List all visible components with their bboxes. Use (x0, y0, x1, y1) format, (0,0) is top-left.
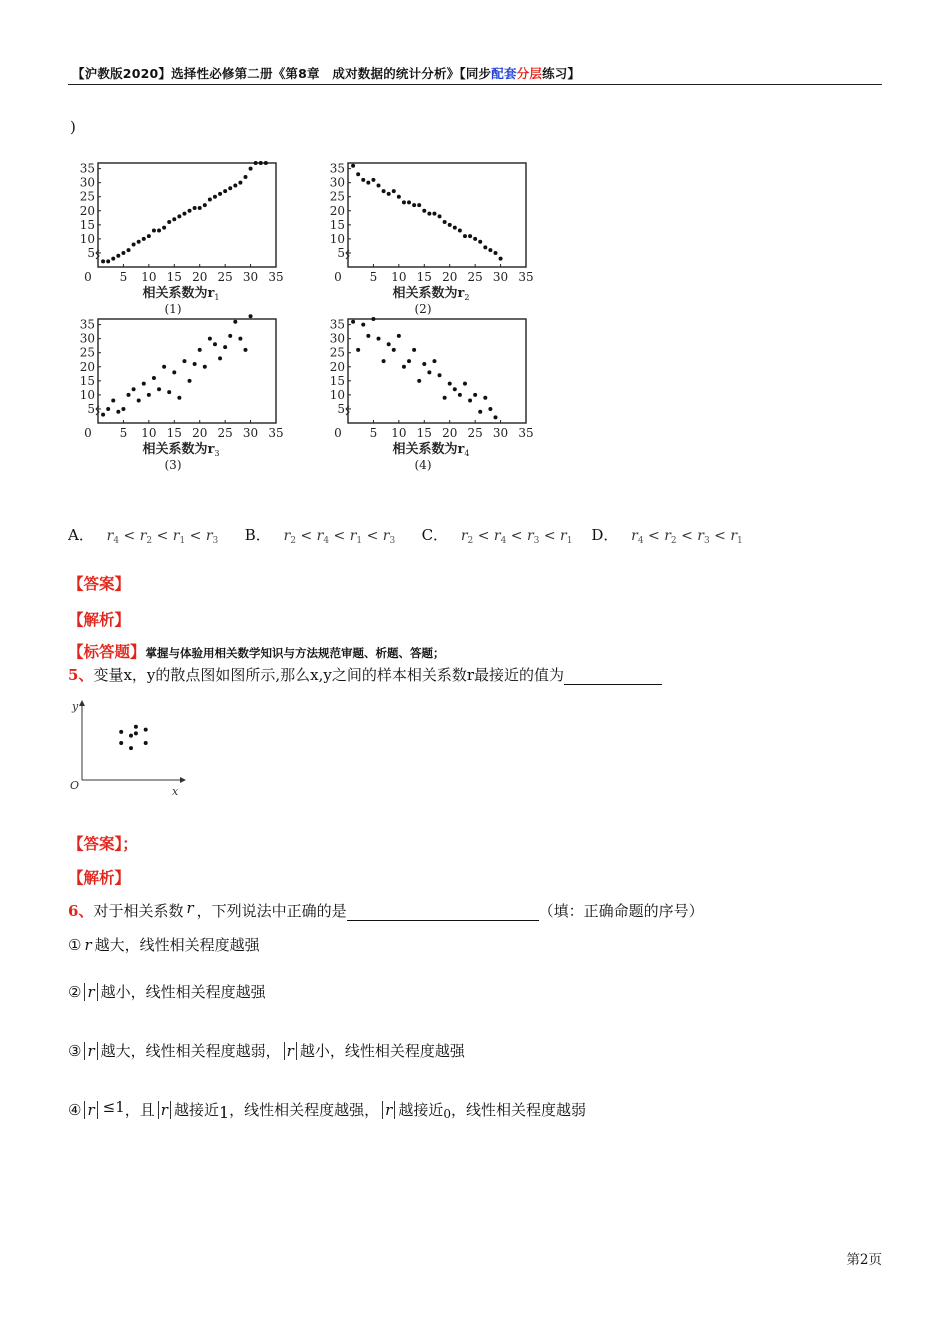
x-tick-label: 25 (217, 270, 233, 284)
data-point (243, 348, 247, 352)
data-point (147, 234, 151, 238)
data-point (438, 214, 442, 218)
y-tick-label: 20 (329, 203, 345, 218)
data-point (162, 365, 166, 369)
data-point (157, 228, 161, 232)
item-abs-r: r (84, 1042, 97, 1060)
data-point (361, 323, 365, 327)
q5-data-point (129, 746, 133, 750)
data-point (407, 200, 411, 204)
data-point (218, 356, 222, 360)
data-point (371, 317, 375, 321)
data-point (203, 365, 207, 369)
q5-data-point (119, 730, 123, 734)
data-point (473, 393, 477, 397)
option-formula: $r_4 < r_2 < r_3 < r_1$ (631, 528, 743, 546)
y-tick-label: 35 (79, 317, 95, 332)
data-point (249, 314, 253, 318)
data-point (488, 248, 492, 252)
x-tick-label: 30 (242, 426, 259, 440)
continuation-paren: ) (70, 118, 76, 136)
scatter-panel-1 (80, 161, 284, 316)
q4-standard-text: 掌握与体验用相关数学知识与方法规范审题、析题、答题； (145, 646, 445, 660)
panel-caption: (3) (164, 458, 182, 472)
q4-analysis-tag: 【解析】 (68, 611, 131, 629)
plot-frame (348, 319, 526, 423)
data-point (377, 337, 381, 341)
y-tick-label: 20 (79, 359, 95, 374)
q6-question (68, 900, 704, 921)
data-point (223, 189, 227, 193)
x-tick-label: 20 (192, 426, 208, 440)
data-point (249, 167, 253, 171)
page-number: 第2页 (846, 1252, 882, 1268)
option-b[interactable] (245, 524, 417, 546)
item-text: 越接近 (398, 1101, 444, 1119)
item-text: 越接近 (173, 1101, 219, 1119)
option-d[interactable] (591, 524, 742, 546)
q5-origin-label: O (70, 779, 80, 792)
q4-standard-tag: 【标答题】 (68, 643, 146, 661)
x-tick-label: 5 (369, 270, 378, 284)
y-tick-label: 30 (329, 331, 345, 346)
data-point (427, 212, 431, 216)
data-point (264, 161, 268, 165)
data-point (412, 348, 416, 352)
data-point (366, 181, 370, 185)
y-tick-label: 35 (329, 161, 345, 176)
item-text: 越大，线性相关程度越弱， (100, 1042, 281, 1060)
data-point (468, 234, 472, 238)
item-abs-r: r (382, 1101, 395, 1119)
x-tick-label: 30 (492, 270, 509, 284)
y-tick-label: 10 (329, 231, 345, 246)
x-tick-label: 0 (84, 270, 92, 284)
data-point (238, 181, 242, 185)
y-tick-label: 30 (79, 331, 95, 346)
q6-item-4 (68, 1099, 586, 1120)
item-le: ≤1 (102, 1098, 125, 1116)
data-point (259, 161, 263, 165)
data-point (111, 399, 115, 403)
q6-var: r (186, 899, 194, 917)
option-formula: $r_2 < r_4 < r_1 < r_3$ (283, 528, 396, 546)
x-tick-label: 25 (467, 426, 483, 440)
data-point (132, 243, 136, 247)
data-point (422, 209, 426, 213)
x-tick-label: 5 (119, 270, 128, 284)
data-point (382, 359, 386, 363)
q5-number: 5、 (68, 666, 94, 684)
data-point (177, 214, 181, 218)
scatter-figure-grid (70, 155, 540, 480)
q5-x-label: x (172, 785, 179, 798)
q5-analysis-tag: 【解析】 (68, 869, 131, 887)
data-point (238, 337, 242, 341)
q5-data-point (144, 741, 148, 745)
x-tick-label: 10 (141, 426, 157, 440)
data-point (397, 195, 401, 199)
data-point (493, 415, 497, 419)
q6-item-2 (68, 981, 266, 1002)
data-point (228, 186, 232, 190)
item-text: ，且 (124, 1101, 155, 1119)
option-label: A． (68, 526, 94, 544)
q5-question (68, 664, 662, 685)
q5-data-point (134, 725, 138, 729)
q6-text-tail: （填：正确命题的序号） (538, 902, 704, 920)
data-point (417, 203, 421, 207)
y-tick-label: 15 (79, 373, 95, 388)
x-tick-label: 5 (369, 426, 378, 440)
data-point (167, 220, 171, 224)
x-tick-label: 15 (416, 426, 432, 440)
q6-number: 6、 (68, 902, 94, 920)
data-point (127, 248, 131, 252)
data-point (463, 382, 467, 386)
data-point (152, 376, 156, 380)
data-point (377, 183, 381, 187)
data-point (473, 237, 477, 241)
data-point (478, 410, 482, 414)
q5-y-arrow (79, 700, 85, 706)
data-point (417, 379, 421, 383)
data-point (356, 172, 360, 176)
data-point (356, 348, 360, 352)
header-text-end: 练习】 (542, 66, 581, 81)
data-point (453, 226, 457, 230)
q6-item-3 (68, 1040, 465, 1061)
item-num: ② (68, 983, 82, 1001)
q6-blank[interactable] (347, 904, 539, 921)
item-text: 越大，线性相关程度越强 (94, 936, 260, 954)
x-tick-label: 30 (492, 426, 509, 440)
x-tick-label: 10 (141, 270, 157, 284)
plot-frame (98, 163, 276, 267)
data-point (152, 228, 156, 232)
data-point (106, 259, 110, 263)
data-point (208, 337, 212, 341)
data-point (213, 195, 217, 199)
data-point (371, 178, 375, 182)
q5-answer-tag: 【答案】； (68, 835, 138, 853)
x-tick-label: 0 (334, 270, 342, 284)
header-text: 【沪教版2020】选择性必修第二册《第8章 成对数据的统计分析》【同步 (72, 66, 492, 81)
data-point (422, 362, 426, 366)
data-point (387, 342, 391, 346)
y-tick-label: 15 (79, 217, 95, 232)
x-axis-label: 相关系数为$r_3$ (142, 442, 220, 458)
y-tick-label: 5 (337, 401, 345, 416)
y-tick-label: 15 (329, 217, 345, 232)
panel-caption: (2) (414, 302, 432, 316)
scatter-panel-2 (330, 162, 534, 316)
data-point (172, 217, 176, 221)
data-point (366, 334, 370, 338)
data-point (458, 393, 462, 397)
y-tick-label: 10 (79, 231, 95, 246)
data-point (351, 164, 355, 168)
data-point (106, 407, 110, 411)
item-abs-r: r (84, 1101, 97, 1119)
data-point (193, 206, 197, 210)
x-tick-label: 20 (442, 270, 458, 284)
data-point (397, 334, 401, 338)
data-point (121, 251, 125, 255)
y-tick-label: 25 (79, 345, 95, 360)
data-point (182, 212, 186, 216)
x-axis-label: 相关系数为$r_1$ (142, 286, 220, 302)
data-point (488, 407, 492, 411)
item-one: 1 (218, 1103, 230, 1122)
y-tick-label: 20 (79, 203, 95, 218)
x-axis-label: 相关系数为$r_2$ (392, 286, 470, 302)
data-point (478, 240, 482, 244)
q5-data-point (144, 728, 148, 732)
data-point (463, 234, 467, 238)
panel-caption: (4) (414, 458, 432, 472)
panel-caption: (1) (164, 302, 182, 316)
item-zero: 0 (443, 1107, 451, 1121)
data-point (213, 342, 217, 346)
x-tick-label: 0 (334, 426, 342, 440)
y-tick-label: 20 (329, 359, 345, 374)
data-point (361, 178, 365, 182)
data-point (116, 254, 120, 258)
data-point (111, 257, 115, 261)
q4-answer-tag: 【答案】 (68, 575, 131, 593)
item-abs-r: r (158, 1101, 171, 1119)
q6-text-after: ，下列说法中正确的是 (196, 902, 347, 920)
data-point (142, 237, 146, 241)
data-point (177, 396, 181, 400)
data-point (468, 399, 472, 403)
q5-data-point (119, 741, 123, 745)
data-point (453, 387, 457, 391)
data-point (218, 192, 222, 196)
data-point (432, 359, 436, 363)
x-tick-label: 35 (268, 270, 284, 284)
q5-data-point (129, 734, 133, 738)
x-tick-label: 15 (166, 270, 182, 284)
data-point (412, 203, 416, 207)
y-tick-label: 5 (337, 245, 345, 260)
x-axis-label: 相关系数为$r_4$ (392, 442, 470, 458)
data-point (137, 399, 141, 403)
data-point (127, 393, 131, 397)
data-point (147, 393, 151, 397)
data-point (392, 189, 396, 193)
x-tick-label: 20 (442, 426, 458, 440)
q5-blank[interactable] (564, 668, 662, 685)
q6-text-before: 对于相关系数 (93, 902, 184, 920)
x-tick-label: 20 (192, 270, 208, 284)
data-point (101, 259, 105, 263)
data-point (142, 382, 146, 386)
data-point (208, 198, 212, 202)
scatter-panel-4 (330, 317, 534, 472)
q4-standard-line (68, 640, 445, 662)
data-point (382, 189, 386, 193)
scatter-panel-3 (80, 314, 284, 472)
data-point (198, 206, 202, 210)
page-header (72, 64, 580, 82)
data-point (351, 320, 355, 324)
y-tick-label: 15 (329, 373, 345, 388)
x-tick-label: 15 (166, 426, 182, 440)
data-point (137, 240, 141, 244)
option-formula: $r_2 < r_4 < r_3 < r_1$ (460, 528, 573, 546)
option-formula: $r_4 < r_2 < r_1 < r_3$ (106, 528, 219, 546)
data-point (402, 200, 406, 204)
y-tick-label: 35 (79, 161, 95, 176)
data-point (132, 387, 136, 391)
y-tick-label: 5 (87, 245, 95, 260)
data-point (157, 387, 161, 391)
data-point (443, 396, 447, 400)
data-point (407, 359, 411, 363)
data-point (172, 370, 176, 374)
option-label: B． (244, 526, 271, 544)
y-tick-label: 35 (329, 317, 345, 332)
data-point (182, 359, 186, 363)
x-tick-label: 10 (391, 270, 407, 284)
q5-text: 变量x，y的散点图如图所示,那么x,y之间的样本相关系数r最接近的值为 (93, 666, 565, 684)
item-text: ，线性相关程度越强， (229, 1101, 380, 1119)
data-point (233, 183, 237, 187)
y-tick-label: 30 (329, 175, 345, 190)
data-point (243, 175, 247, 179)
header-text-blue: 配套 (491, 66, 517, 81)
data-point (402, 365, 406, 369)
option-label: C． (421, 526, 449, 544)
q6-item-1 (68, 934, 260, 955)
q5-scatter-figure (64, 696, 194, 800)
q5-y-label: y (72, 700, 79, 713)
data-point (443, 220, 447, 224)
data-point (167, 390, 171, 394)
x-tick-label: 25 (217, 426, 233, 440)
data-point (448, 223, 452, 227)
y-tick-label: 25 (79, 189, 95, 204)
data-point (392, 348, 396, 352)
item-num: ③ (68, 1042, 82, 1060)
data-point (203, 203, 207, 207)
item-num: ① (68, 936, 82, 954)
x-tick-label: 25 (467, 270, 483, 284)
data-point (438, 373, 442, 377)
data-point (387, 192, 391, 196)
x-tick-label: 30 (242, 270, 259, 284)
data-point (121, 407, 125, 411)
item-text: 越小，线性相关程度越强 (299, 1042, 465, 1060)
y-tick-label: 25 (329, 345, 345, 360)
x-tick-label: 0 (84, 426, 92, 440)
data-point (198, 348, 202, 352)
data-point (223, 345, 227, 349)
y-tick-label: 25 (329, 189, 345, 204)
option-c[interactable] (422, 524, 587, 546)
option-label: D． (591, 526, 619, 544)
data-point (193, 362, 197, 366)
data-point (427, 370, 431, 374)
option-row (68, 524, 743, 546)
data-point (483, 396, 487, 400)
item-text: 越小，线性相关程度越强 (100, 983, 266, 1001)
header-rule (68, 84, 882, 85)
y-tick-label: 5 (87, 401, 95, 416)
y-tick-label: 10 (79, 387, 95, 402)
q5-x-arrow (180, 777, 186, 783)
x-tick-label: 10 (391, 426, 407, 440)
x-tick-label: 15 (416, 270, 432, 284)
data-point (116, 410, 120, 414)
y-tick-label: 10 (329, 387, 345, 402)
q5-data-point (134, 731, 138, 735)
item-var: r (84, 936, 92, 954)
header-text-red: 分层 (516, 66, 543, 81)
data-point (499, 257, 503, 261)
x-tick-label: 5 (119, 426, 128, 440)
y-tick-label: 30 (79, 175, 95, 190)
x-tick-label: 35 (268, 426, 284, 440)
item-abs-r: r (284, 1042, 297, 1060)
data-point (101, 413, 105, 417)
item-text: ，线性相关程度越弱 (450, 1101, 586, 1119)
data-point (233, 320, 237, 324)
data-point (254, 161, 258, 165)
data-point (162, 226, 166, 230)
data-point (448, 382, 452, 386)
plot-frame (98, 319, 276, 423)
x-tick-label: 35 (518, 270, 534, 284)
item-num: ④ (68, 1101, 82, 1119)
data-point (228, 334, 232, 338)
data-point (493, 251, 497, 255)
x-tick-label: 35 (518, 426, 534, 440)
data-point (483, 245, 487, 249)
item-abs-r: r (84, 983, 97, 1001)
data-point (458, 228, 462, 232)
data-point (432, 212, 436, 216)
option-a[interactable] (68, 524, 240, 546)
data-point (188, 379, 192, 383)
data-point (188, 209, 192, 213)
